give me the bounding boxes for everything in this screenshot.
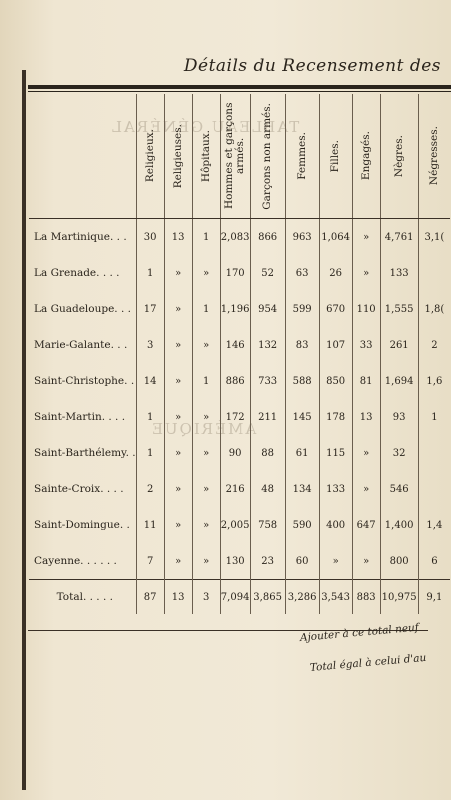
table-cell: 733	[250, 363, 285, 399]
table-cell: »	[352, 543, 380, 580]
table-cell: »	[352, 471, 380, 507]
table-cell: 14	[136, 363, 164, 399]
table-cell: 110	[352, 291, 380, 327]
table-row	[29, 435, 450, 471]
table-cell: 1	[192, 291, 220, 327]
table-cell: »	[164, 291, 192, 327]
table-cell: 33	[352, 327, 380, 363]
table-cell: 599	[285, 291, 319, 327]
table-cell: 1,6	[418, 363, 450, 399]
table-cell: 2	[136, 471, 164, 507]
table-cell: 13	[164, 580, 192, 615]
table-cell: 954	[250, 291, 285, 327]
table-cell: »	[352, 255, 380, 291]
table-row	[29, 363, 450, 399]
table-cell: 1	[136, 399, 164, 435]
table-cell: 400	[319, 507, 352, 543]
place-name: La Grenade. . . .	[34, 267, 120, 279]
table-cell: 178	[319, 399, 352, 435]
table-cell: »	[164, 327, 192, 363]
column-header: Garçons non armés.	[250, 94, 285, 219]
place-name: La Guadeloupe. . .	[34, 303, 131, 315]
table-cell: 48	[250, 471, 285, 507]
table-cell: 132	[250, 327, 285, 363]
table-cell: 963	[285, 219, 319, 256]
table-cell: 2	[418, 327, 450, 363]
place-name: La Martinique. . .	[34, 231, 127, 243]
table-cell: 107	[319, 327, 352, 363]
column-header: Filles.	[319, 94, 352, 219]
table-row	[29, 507, 450, 543]
table-cell: 146	[220, 327, 250, 363]
table-cell	[418, 471, 450, 507]
table-cell: »	[192, 471, 220, 507]
table-cell: 1,694	[380, 363, 418, 399]
table-cell: 1	[418, 399, 450, 435]
table-cell: 1,555	[380, 291, 418, 327]
column-header-row	[29, 94, 450, 219]
table-cell: 546	[380, 471, 418, 507]
table-cell: 588	[285, 363, 319, 399]
place-name: Sainte-Croix. . . .	[34, 483, 124, 495]
table-cell: 670	[319, 291, 352, 327]
column-header: Religieuses.	[164, 94, 192, 219]
table-cell: 866	[250, 219, 285, 256]
table-cell: »	[164, 435, 192, 471]
table-cell: 134	[285, 471, 319, 507]
place-name: Saint-Martin. . . .	[34, 411, 126, 423]
column-header: Hommes et garçons armés.	[220, 94, 250, 219]
table-cell: 63	[285, 255, 319, 291]
table-cell: 1,4	[418, 507, 450, 543]
table-cell: 1	[136, 255, 164, 291]
place-name: Cayenne. . . . . .	[34, 555, 117, 567]
table-cell: 7,094	[220, 580, 250, 615]
table-row	[29, 327, 450, 363]
place-column-header	[29, 94, 136, 219]
table-cell: 81	[352, 363, 380, 399]
column-header: Négresses.	[418, 94, 450, 219]
total-label: Total. . . . .	[29, 580, 136, 615]
table-cell: 758	[250, 507, 285, 543]
table-cell: »	[164, 363, 192, 399]
table-cell: 647	[352, 507, 380, 543]
table-cell: 130	[220, 543, 250, 580]
bleed-through-text: AMÉRIQUE	[150, 420, 257, 438]
table-cell: 133	[380, 255, 418, 291]
table-cell: 883	[352, 580, 380, 615]
place-name: Saint-Domingue. .	[34, 519, 130, 531]
table-cell: 3,1(	[418, 219, 450, 256]
table-cell: 7	[136, 543, 164, 580]
table-cell: »	[319, 543, 352, 580]
table-cell: 261	[380, 327, 418, 363]
table-cell: 93	[380, 399, 418, 435]
column-header: Hôpitaux.	[192, 94, 220, 219]
column-header: Engagés.	[352, 94, 380, 219]
table-cell: 172	[220, 399, 250, 435]
table-cell: 800	[380, 543, 418, 580]
table-cell: »	[164, 507, 192, 543]
table-cell	[418, 255, 450, 291]
table-cell: »	[164, 471, 192, 507]
table-cell: 211	[250, 399, 285, 435]
table-cell: 10,975	[380, 580, 418, 615]
table-row	[29, 399, 450, 435]
table-cell: 13	[164, 219, 192, 256]
page-spine-rule	[22, 70, 26, 790]
place-name: Saint-Barthélemy. .	[34, 447, 136, 459]
note-total-equal: Total égal à celui d'au	[309, 651, 427, 674]
note-add-total: Ajouter à ce total neuf	[299, 621, 420, 644]
table-cell: »	[192, 507, 220, 543]
table-cell: 13	[352, 399, 380, 435]
table-row	[29, 543, 450, 580]
column-header: Nègres.	[380, 94, 418, 219]
table-cell: 83	[285, 327, 319, 363]
table-cell: 1,8(	[418, 291, 450, 327]
table-cell: 30	[136, 219, 164, 256]
table-cell: »	[164, 543, 192, 580]
table-cell: 6	[418, 543, 450, 580]
table-cell: 88	[250, 435, 285, 471]
table-cell: 133	[319, 471, 352, 507]
table-cell: »	[164, 255, 192, 291]
table-cell: 60	[285, 543, 319, 580]
table-row	[29, 471, 450, 507]
table-cell: 9,1	[418, 580, 450, 615]
table-cell: 3,865	[250, 580, 285, 615]
header-rule-thick	[28, 85, 451, 89]
table-cell: 216	[220, 471, 250, 507]
table-cell: 32	[380, 435, 418, 471]
table-cell: 590	[285, 507, 319, 543]
table-cell: 3	[136, 327, 164, 363]
place-name: Saint-Christophe. .	[34, 375, 135, 387]
table-cell: 1	[136, 435, 164, 471]
table-cell: 1,400	[380, 507, 418, 543]
table-cell: »	[192, 255, 220, 291]
table-cell: »	[352, 219, 380, 256]
table-cell: »	[192, 543, 220, 580]
table-cell: 17	[136, 291, 164, 327]
table-cell: 850	[319, 363, 352, 399]
table-cell: »	[352, 435, 380, 471]
table-cell: 3,543	[319, 580, 352, 615]
table-cell: 90	[220, 435, 250, 471]
table-cell: 11	[136, 507, 164, 543]
table-cell: 2,083	[220, 219, 250, 256]
table-cell: 23	[250, 543, 285, 580]
table-cell: 145	[285, 399, 319, 435]
table-cell: 886	[220, 363, 250, 399]
total-row	[29, 580, 450, 615]
header-rule-thin	[28, 91, 451, 92]
table-cell: »	[192, 399, 220, 435]
table-row	[29, 255, 450, 291]
page-heading: Détails du Recensement des	[183, 56, 441, 76]
table-cell: 1	[192, 219, 220, 256]
table-cell: 1	[192, 363, 220, 399]
census-table	[29, 94, 450, 614]
table-cell: 4,761	[380, 219, 418, 256]
table-cell: 3,286	[285, 580, 319, 615]
place-name: Marie-Galante. . .	[34, 339, 128, 351]
column-header: Religieux.	[136, 94, 164, 219]
table-cell: 3	[192, 580, 220, 615]
table-cell: 87	[136, 580, 164, 615]
table-cell: »	[192, 327, 220, 363]
table-cell	[418, 435, 450, 471]
bleed-through-text: TABLEAU GÉNÉRAL	[110, 118, 300, 136]
table-cell: 26	[319, 255, 352, 291]
table-cell: 170	[220, 255, 250, 291]
table-cell: 2,005	[220, 507, 250, 543]
table-cell: »	[164, 399, 192, 435]
table-row	[29, 219, 450, 256]
table-cell: »	[192, 435, 220, 471]
table-cell: 61	[285, 435, 319, 471]
table-cell: 115	[319, 435, 352, 471]
table-row	[29, 291, 450, 327]
table-cell: 1,196	[220, 291, 250, 327]
column-header: Femmes.	[285, 94, 319, 219]
table-cell: 1,064	[319, 219, 352, 256]
table-cell: 52	[250, 255, 285, 291]
